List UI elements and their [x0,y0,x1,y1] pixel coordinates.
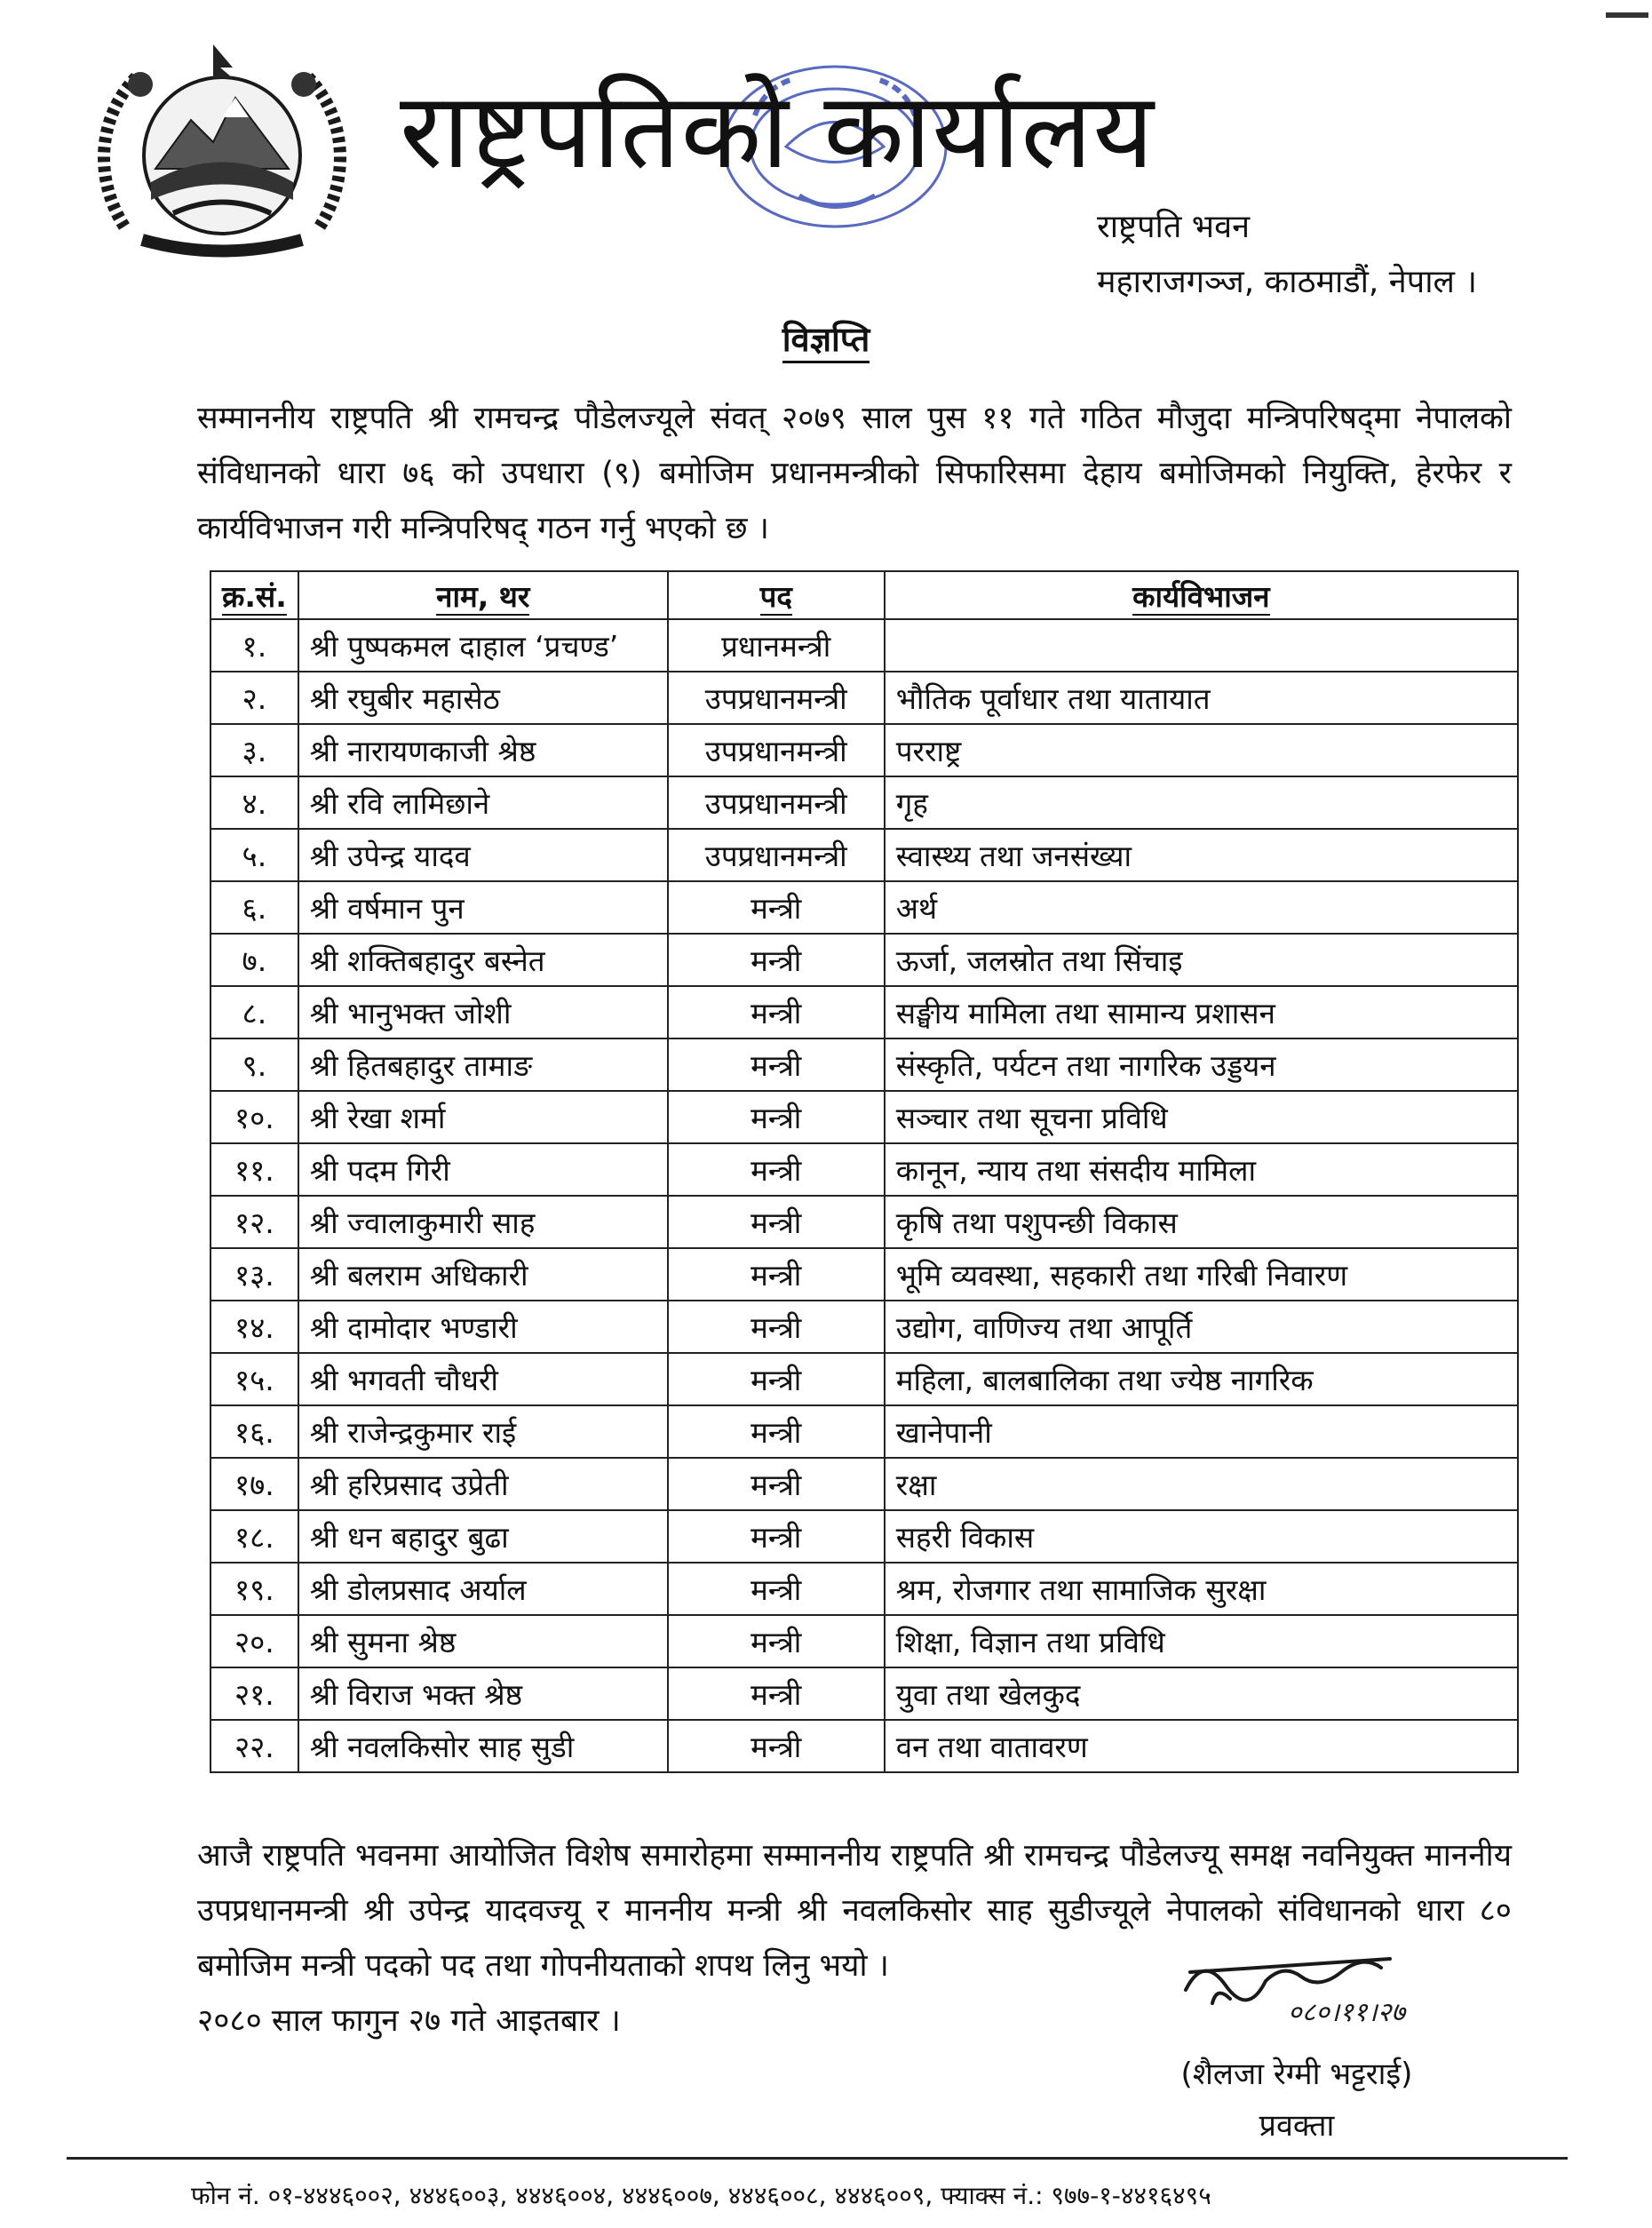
row-serial: ९. [210,1038,298,1091]
row-serial: १८. [210,1510,298,1563]
footer-contact: फोन नं. ०१-४४४६००२, ४४४६००३, ४४४६००४, ४४४६००७, ४४४६००८, ४४४६००९, फ्याक्स नं.: ९७७-१-४४१६४९५ [191,2181,1211,2210]
row-serial: ६. [210,881,298,934]
row-portfolio: रक्षा [885,1458,1518,1510]
row-post: मन्त्री [668,986,885,1038]
row-name: श्री राजेन्द्रकुमार राई [298,1405,668,1458]
row-post: मन्त्री [668,934,885,986]
footer-divider [67,2157,1568,2160]
table-row [210,1405,1518,1458]
row-portfolio: भौतिक पूर्वाधार तथा यातायात [885,672,1518,724]
row-portfolio: कृषि तथा पशुपन्छी विकास [885,1196,1518,1248]
row-name: श्री दामोदार भण्डारी [298,1301,668,1353]
row-serial: ७. [210,934,298,986]
row-post: मन्त्री [668,1667,885,1720]
table-header-row [210,571,1518,619]
row-portfolio: सङ्घीय मामिला तथा सामान्य प्रशासन [885,986,1518,1038]
row-serial: ३. [210,724,298,776]
row-name: श्री पुष्पकमल दाहाल ‘प्रचण्ड’ [298,619,668,672]
row-post: मन्त्री [668,1301,885,1353]
signature-date: ०८०।११।२७ [1288,1997,1405,2028]
row-name: श्री नवलकिसोर साह सुडी [298,1720,668,1772]
row-portfolio: स्वास्थ्य तथा जनसंख्या [885,829,1518,881]
row-serial: २. [210,672,298,724]
address-line-2: महाराजगञ्ज, काठमाडौं, नेपाल । [1097,264,1478,300]
row-post: मन्त्री [668,1458,885,1510]
table-row [210,829,1518,881]
office-address [1097,200,1477,310]
row-serial: ४. [210,776,298,829]
handwritten-signature [1177,1937,1408,2043]
row-portfolio: भूमि व्यवस्था, सहकारी तथा गरिबी निवारण [885,1248,1518,1301]
cabinet-table [210,570,1519,1773]
row-portfolio: संस्कृति, पर्यटन तथा नागरिक उड्डयन [885,1038,1518,1091]
office-title: राष्ट्रपतिको कार्यालय [400,69,1155,192]
row-post: मन्त्री [668,1720,885,1772]
row-serial: १३. [210,1248,298,1301]
notice-heading-text: विज्ञप्ति [782,320,870,363]
row-serial: १९. [210,1563,298,1615]
row-serial: ५. [210,829,298,881]
signatory-title: प्रवक्ता [1259,2108,1335,2144]
table-row [210,1667,1518,1720]
row-name: श्री रेखा शर्मा [298,1091,668,1143]
intro-paragraph: सम्माननीय राष्ट्रपति श्री रामचन्द्र पौडेलज्यूले संवत् २०७९ साल पुस ११ गते गठित मौजुदा मन्त्रिपरिषद्‌मा नेपालको संविधानको धारा ७६ को उपधारा (९) बमोजिम प्रधानमन्त्रीको सिफारिसमा देहाय बमोजिमको नियुक्ति, हेरफेर र कार्यविभाजन गरी मन्त्रिपरिषद् गठन गर्नु भएको छ । [197,401,1512,546]
row-name: श्री भानुभक्त जोशी [298,986,668,1038]
row-serial: १२. [210,1196,298,1248]
table-row [210,1196,1518,1248]
signatory-name: (शैलजा रेग्मी भट्टराई) [1180,2057,1413,2092]
row-name: श्री रवि लामिछाने [298,776,668,829]
table-row [210,1091,1518,1143]
header-portfolio: कार्यविभाजन [885,571,1518,619]
row-name: श्री वर्षमान पुन [298,881,668,934]
row-portfolio: श्रम, रोजगार तथा सामाजिक सुरक्षा [885,1563,1518,1615]
row-post: मन्त्री [668,881,885,934]
table-row [210,724,1518,776]
table-row [210,1720,1518,1772]
row-post: उपप्रधानमन्त्री [668,776,885,829]
table-row [210,619,1518,672]
closing-paragraph: आजै राष्ट्रपति भवनमा आयोजित विशेष समारोहमा सम्माननीय राष्ट्रपति श्री रामचन्द्र पौडेलज्यू समक्ष नवनियुक्त माननीय उपप्रधानमन्त्री श्री उपेन्द्र यादवज्यू र माननीय मन्त्री श्री नवलकिसोर साह सुडीज्यूले नेपालको संविधानको धारा ८० बमोजिम मन्त्री पदको पद तथा गोपनीयताको शपथ लिनु भयो । [197,1838,1512,1984]
header-serial: क्र.सं. [210,571,298,619]
row-post: मन्त्री [668,1510,885,1563]
table-row [210,1563,1518,1615]
scan-edge-mark [1606,12,1648,18]
row-portfolio: गृह [885,776,1518,829]
notice-heading [0,315,1652,362]
row-portfolio: अर्थ [885,881,1518,934]
row-name: श्री शक्तिबहादुर बस्नेत [298,934,668,986]
row-name: श्री उपेन्द्र यादव [298,829,668,881]
row-post: मन्त्री [668,1038,885,1091]
table-row [210,1510,1518,1563]
row-portfolio: परराष्ट्र [885,724,1518,776]
row-serial: २२. [210,1720,298,1772]
row-post: उपप्रधानमन्त्री [668,672,885,724]
row-portfolio: वन तथा वातावरण [885,1720,1518,1772]
table-row [210,1458,1518,1510]
row-name: श्री हरिप्रसाद उप्रेती [298,1458,668,1510]
table-row [210,986,1518,1038]
row-post: मन्त्री [668,1248,885,1301]
table-row [210,1615,1518,1667]
row-serial: १६. [210,1405,298,1458]
row-serial: १५. [210,1353,298,1405]
row-serial: १. [210,619,298,672]
row-serial: १४. [210,1301,298,1353]
header-name: नाम, थर [298,571,668,619]
row-post: उपप्रधानमन्त्री [668,829,885,881]
row-portfolio: खानेपानी [885,1405,1518,1458]
table-row [210,1248,1518,1301]
row-portfolio: सञ्चार तथा सूचना प्रविधि [885,1091,1518,1143]
row-post: मन्त्री [668,1091,885,1143]
row-name: श्री ज्वालाकुमारी साह [298,1196,668,1248]
row-serial: १७. [210,1458,298,1510]
row-serial: ८. [210,986,298,1038]
row-name: श्री हितबहादुर तामाङ [298,1038,668,1091]
row-portfolio: कानून, न्याय तथा संसदीय मामिला [885,1143,1518,1196]
table-row [210,776,1518,829]
row-post: मन्त्री [668,1563,885,1615]
table-row [210,1301,1518,1353]
table-row [210,1143,1518,1196]
row-post: मन्त्री [668,1405,885,1458]
row-post: प्रधानमन्त्री [668,619,885,672]
row-name: श्री डोलप्रसाद अर्याल [298,1563,668,1615]
row-portfolio: ऊर्जा, जलस्रोत तथा सिंचाइ [885,934,1518,986]
row-name: श्री बलराम अधिकारी [298,1248,668,1301]
row-portfolio: सहरी विकास [885,1510,1518,1563]
row-portfolio: युवा तथा खेलकुद [885,1667,1518,1720]
row-post: मन्त्री [668,1196,885,1248]
row-serial: १०. [210,1091,298,1143]
table-row [210,934,1518,986]
table-row [210,672,1518,724]
table-row [210,1038,1518,1091]
row-name: श्री सुमना श्रेष्ठ [298,1615,668,1667]
row-post: उपप्रधानमन्त्री [668,724,885,776]
table-row [210,1353,1518,1405]
row-name: श्री भगवती चौधरी [298,1353,668,1405]
row-portfolio [885,619,1518,672]
row-post: मन्त्री [668,1353,885,1405]
national-emblem-icon [89,36,355,275]
row-serial: २०. [210,1615,298,1667]
row-portfolio: शिक्षा, विज्ञान तथा प्रविधि [885,1615,1518,1667]
row-portfolio: उद्योग, वाणिज्य तथा आपूर्ति [885,1301,1518,1353]
row-name: श्री धन बहादुर बुढा [298,1510,668,1563]
row-post: मन्त्री [668,1143,885,1196]
address-line-1: राष्ट्रपति भवन [1097,209,1251,245]
row-name: श्री विराज भक्त श्रेष्ठ [298,1667,668,1720]
notice-date: २०८० साल फागुन २७ गते आइतबार । [197,2003,621,2039]
table-row [210,881,1518,934]
row-portfolio: महिला, बालबालिका तथा ज्येष्ठ नागरिक [885,1353,1518,1405]
row-serial: ११. [210,1143,298,1196]
row-name: श्री पदम गिरी [298,1143,668,1196]
row-serial: २१. [210,1667,298,1720]
header-post: पद [668,571,885,619]
row-post: मन्त्री [668,1615,885,1667]
row-name: श्री रघुबीर महासेठ [298,672,668,724]
row-name: श्री नारायणकाजी श्रेष्ठ [298,724,668,776]
